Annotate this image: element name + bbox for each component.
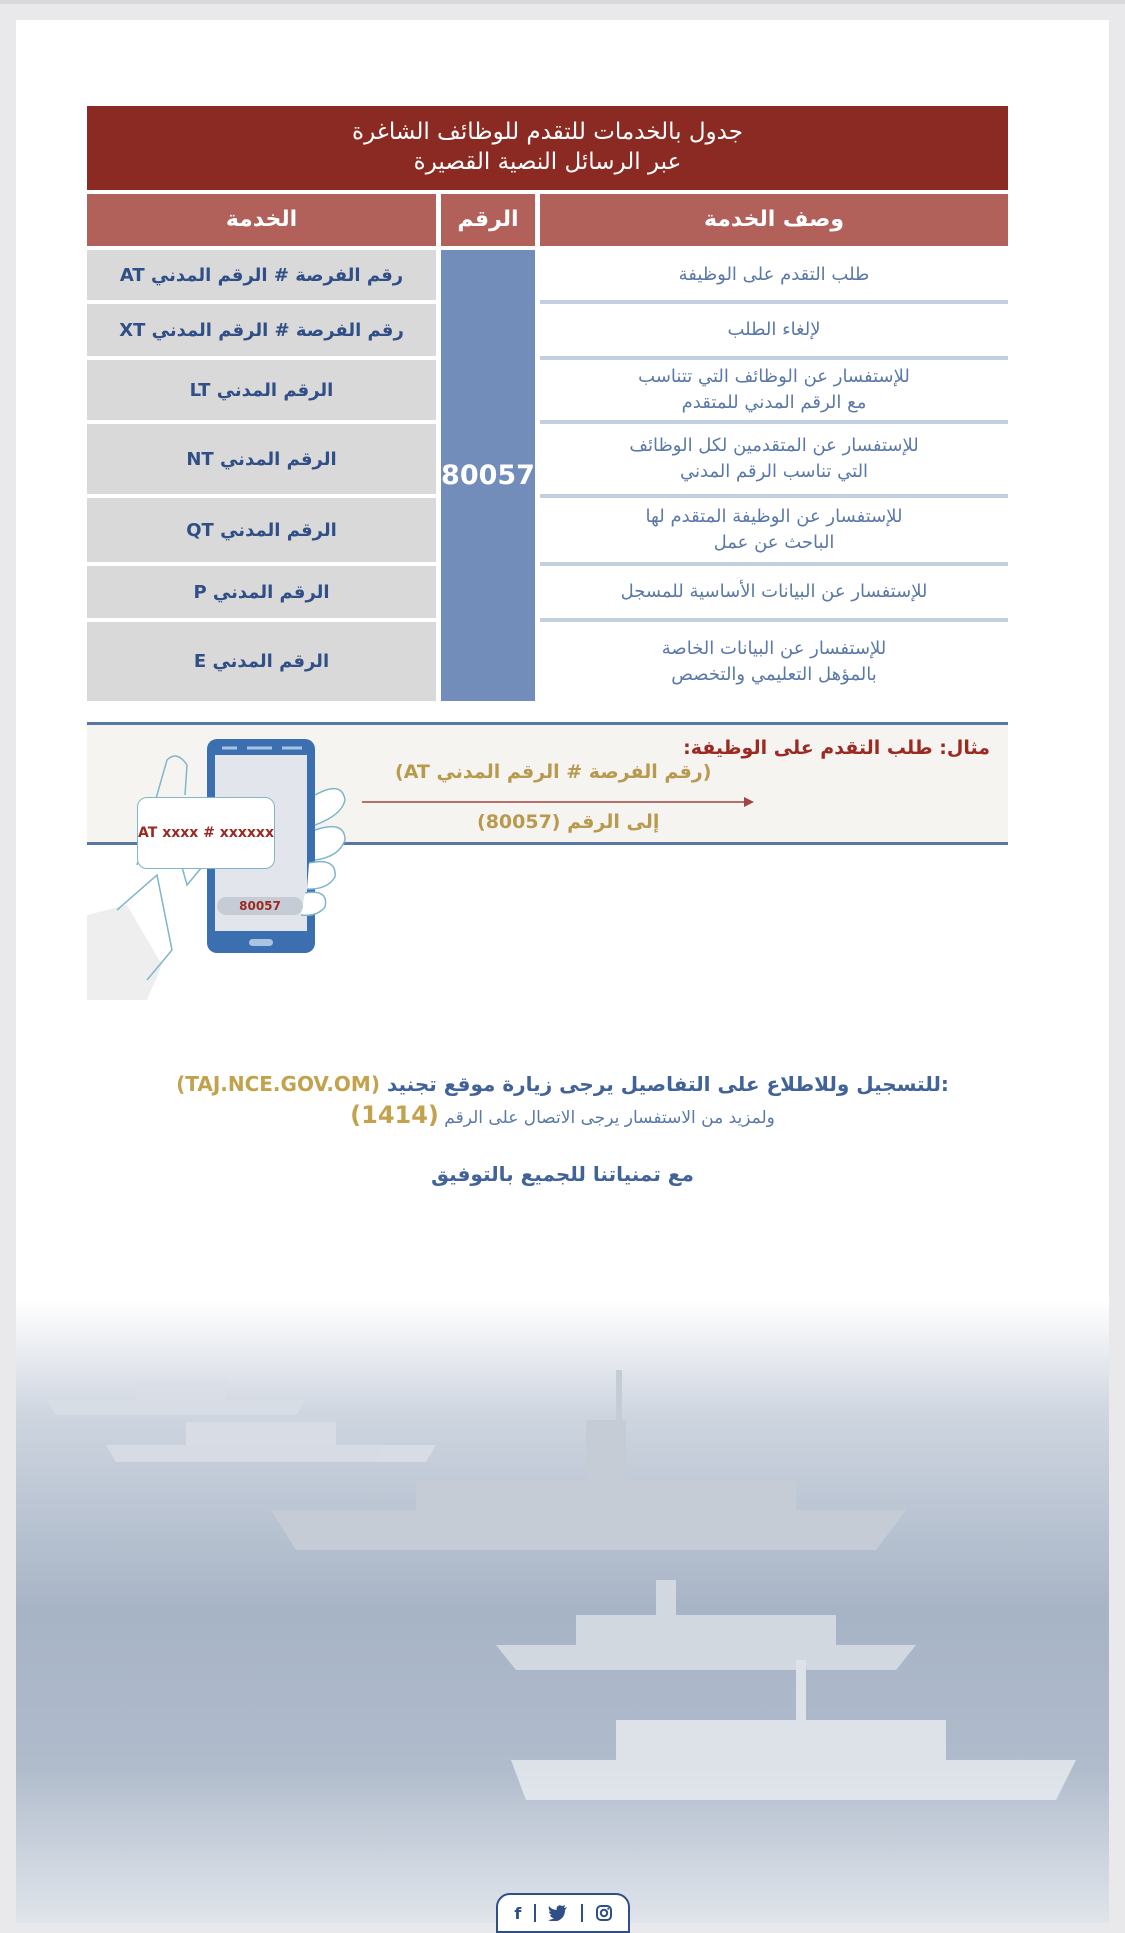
table-row-service: الرقم المدني P (87, 566, 436, 618)
desc-line: للإستفسار عن البيانات الخاصة (661, 637, 887, 659)
table-row-description (540, 622, 1008, 701)
table-title (87, 106, 1008, 190)
example-destination: إلى الرقم (80057) (477, 811, 660, 833)
table-row-service: رقم الفرصة # الرقم المدني AT (87, 250, 436, 300)
instagram-icon[interactable] (596, 1905, 612, 1921)
desc-line: بالمؤهل التعليمي والتخصص (671, 663, 877, 685)
desc-line: للإستفسار عن الوظيفة المتقدم لها (645, 506, 903, 527)
header-description: وصف الخدمة (540, 194, 1008, 246)
example-title: مثال: طلب التقدم على الوظيفة: (683, 737, 990, 759)
desc-line: الباحث عن عمل (713, 532, 835, 553)
table-row-service: الرقم المدني QT (87, 498, 436, 562)
services-table (87, 106, 1008, 701)
table-row-service: رقم الفرصة # الرقم المدني XT (87, 304, 436, 356)
table-row-description (540, 566, 1008, 622)
table-title-line2: عبر الرسائل النصية القصيرة (413, 149, 682, 175)
top-border (0, 0, 1125, 4)
contact-info (0, 1101, 1125, 1129)
naval-ships-photo (16, 1300, 1109, 1923)
desc-line: للإستفسار عن البيانات الأساسية للمسجل (620, 581, 928, 602)
table-row-description (540, 304, 1008, 360)
closing-wish: مع تمنياتنا للجميع بالتوفيق (431, 1162, 694, 1186)
header-service: الخدمة (87, 194, 436, 246)
table-title-line1: جدول بالخدمات للتقدم للوظائف الشاغرة (352, 119, 743, 145)
register-text: للتسجيل وللاطلاع على التفاصيل يرجى زيارة موقع تجنيد: (386, 1072, 949, 1096)
website-url: (TAJ.NCE.GOV.OM) (176, 1072, 380, 1096)
table-body (87, 250, 1008, 701)
example-message: (رقم الفرصة # الرقم المدني AT) (395, 761, 712, 783)
arrow-right-icon (362, 795, 754, 809)
contact-number: (1414) (350, 1101, 439, 1129)
twitter-icon[interactable] (548, 1905, 568, 1921)
desc-line: للإستفسار عن الوظائف التي تتناسب (638, 366, 910, 387)
social-bar (496, 1893, 630, 1933)
sms-bubble: AT xxxx # xxxxxx (137, 797, 275, 869)
table-row-service: الرقم المدني NT (87, 424, 436, 494)
desc-line: مع الرقم المدني للمتقدم (681, 392, 867, 413)
register-info (0, 1072, 1125, 1096)
desc-line: لإلغاء الطلب (727, 319, 821, 340)
table-row-description (540, 250, 1008, 304)
contact-text: ولمزيد من الاستفسار يرجى الاتصال على الرقم (444, 1108, 775, 1128)
table-header (87, 194, 1008, 246)
phone-illustration (87, 735, 357, 1000)
table-row-service: الرقم المدني LT (87, 360, 436, 420)
desc-line: طلب التقدم على الوظيفة (678, 264, 870, 285)
desc-line: التي تناسب الرقم المدني (679, 461, 869, 482)
table-row-description (540, 498, 1008, 566)
header-number: الرقم (441, 194, 535, 246)
desc-line: للإستفسار عن المتقدمين لكل الوظائف (629, 435, 919, 456)
table-row-service: الرقم المدني E (87, 622, 436, 701)
table-row-description (540, 360, 1008, 424)
divider (581, 1904, 583, 1922)
sms-recipient-number: 80057 (217, 897, 303, 915)
facebook-icon[interactable]: f (514, 1903, 522, 1923)
sms-number-cell: 80057 (441, 250, 535, 701)
table-row-description (540, 424, 1008, 498)
divider (534, 1904, 536, 1922)
